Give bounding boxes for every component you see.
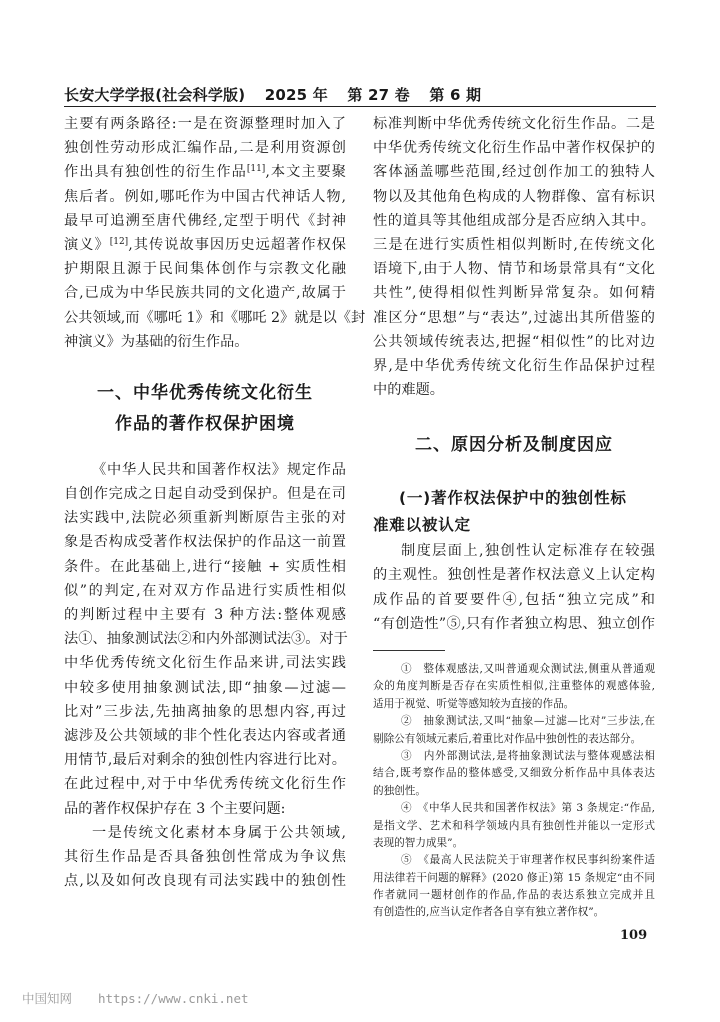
- journal-year: 2025 年: [264, 86, 328, 104]
- watermark-footer: [22, 989, 249, 1007]
- text-line: “有创造性”⑤,只有作者独立构思、独立创作: [373, 615, 655, 632]
- text-line: 界,是中华优秀传统文化衍生作品保护过程: [373, 357, 655, 374]
- text-line: 条件。在此基础上,进行“接触 + 实质性相: [64, 558, 346, 575]
- text-line: 中华优秀传统文化衍生作品来讲,司法实践: [64, 655, 346, 672]
- footnote-4: ④ 《中华人民共和国著作权法》第 3 条规定:“作品, 是指文学、艺术和科学领域内具有独创性并能以一定形式 表现的智力成果”。: [373, 802, 655, 849]
- text-line: 品的著作权保护存在 3 个主要问题:: [64, 800, 286, 817]
- text-line: 中的难题。: [373, 382, 444, 399]
- text-line: 护期限且源于民间集体创作与宗教文化融: [64, 261, 346, 278]
- page-number: 109: [620, 928, 648, 943]
- text-line: 标准判断中华优秀传统文化衍生作品。二是: [373, 116, 655, 132]
- text-line: 中华优秀传统文化衍生作品中著作权保护的: [373, 140, 655, 157]
- site-url[interactable]: https://www.cnki.net: [98, 991, 249, 1006]
- text-line: 准区分“思想”与“表达”,过滤出其所借鉴的: [373, 309, 655, 326]
- text-line: 法实践中,法院必须重新判断原告主张的对: [64, 510, 346, 527]
- paragraph-problems-continued: [373, 112, 655, 402]
- text-line: 的判断过程中主要有 3 种方法:整体观感: [64, 607, 346, 623]
- text-line: 制度层面上,独创性认定标准存在较强: [401, 543, 655, 560]
- footnote-5: ⑤ 《最高人民法院关于审理著作权民事纠纷案件适 用法律若干问题的解释》(2020 修正)第 15 条规定“由不同 作者就同一题材创作的作品,作品的表达系独立完成并且 有创造性的,应当认定作者各自享有独立著作权”。: [373, 854, 655, 919]
- text-line: 在此过程中,对于中华优秀传统文化衍生作: [64, 776, 346, 793]
- footnote-3: ③ 内外部测试法,是将抽象测试法与整体观感法相 结合,既考察作品的整体感受,又细致分析作品中具体表达 的独创性。: [373, 749, 655, 797]
- subsection-heading-1: (一)著作权法保护中的独创性标 准难以被认定: [373, 489, 627, 535]
- text-line: 演义》[12],其传说故事因历史远超著作权保: [64, 236, 346, 253]
- text-line: 比对”三步法,先抽离抽象的思想内容,再过: [64, 703, 346, 720]
- text-line: 公共领域传统表达,把握“相似性”的比对边: [373, 333, 655, 350]
- text-line: 点,以及如何改良现有司法实践中的独创性: [64, 873, 346, 890]
- paragraph-intro: [64, 112, 366, 354]
- citation-ref[interactable]: [11]: [246, 164, 266, 175]
- text-line: 一是传统文化素材本身属于公共领域,: [92, 824, 346, 841]
- text-line: 自创作完成之日起自动受到保护。但是在司: [64, 486, 346, 503]
- paragraph-problem-one: [64, 821, 346, 894]
- section-heading-1: 一、中华优秀传统文化衍生 作品的著作权保护困境: [97, 382, 313, 434]
- text-line: 用情节,最后对剩余的独创性内容进行比对。: [64, 752, 346, 769]
- text-line: 独创性劳动形成汇编作品,二是利用资源创: [64, 140, 346, 157]
- text-line: 似”的判定,在对双方作品进行实质性相似: [64, 582, 346, 599]
- site-name: 中国知网: [22, 991, 73, 1006]
- paragraph-originality: [373, 539, 655, 636]
- section-heading-2: 二、原因分析及制度因应: [415, 435, 613, 456]
- text-line: 共性”,使得相似性判断异常复杂。如何精: [373, 285, 655, 302]
- text-line: 物以及其他角色构成的人物群像、富有标识: [373, 188, 655, 205]
- text-line: 成作品的首要要件④,包括“独立完成”和: [373, 591, 655, 608]
- text-line: 神演义》为基础的衍生作品。: [64, 333, 249, 350]
- text-line: 语境下,由于人物、情节和场景常具有“文化: [373, 261, 655, 278]
- text-line: 作出具有独创性的衍生作品[11],本文主要聚: [64, 164, 346, 181]
- text-line: 《中华人民共和国著作权法》规定作品: [92, 461, 346, 478]
- text-line: 中较多使用抽象测试法,即“抽象—过滤—: [64, 679, 346, 696]
- text-line: 合,已成为中华民族共同的文化遗产,故属于: [64, 285, 346, 302]
- text-line: 其衍生作品是否具备独创性常成为争议焦: [64, 848, 346, 865]
- citation-ref[interactable]: [12]: [109, 236, 129, 247]
- footnote-1: ① 整体观感法,又叫普通观众测试法,侧重从普通观 众的角度判断是否存在实质性相似,注重整体的观感体验, 适用于视觉、听觉等感知较为直接的作品。: [373, 663, 655, 710]
- footnote-divider: [373, 650, 445, 651]
- text-line: 主要有两条路径:一是在资源整理时加入了: [64, 116, 346, 132]
- running-header: [64, 84, 656, 107]
- journal-volume: 第 27 卷: [347, 86, 410, 104]
- left-column: [64, 112, 366, 893]
- text-line: 客体涵盖哪些范围,经过创作加工的独特人: [373, 164, 655, 181]
- text-line: 焦后者。例如,哪吒作为中国古代神话人物,: [64, 188, 346, 205]
- text-line: 滤涉及公共领域的非个性化表达内容或者通: [64, 727, 346, 744]
- text-line: 性的道具等其他组成部分是否应纳入其中。: [373, 212, 655, 229]
- right-column: [373, 112, 655, 922]
- text-line: 公共领域,而《哪吒 1》和《哪吒 2》就是以《封: [64, 309, 366, 326]
- text-line: 法①、抽象测试法②和内外部测试法③。对于: [64, 631, 348, 648]
- footnotes: [373, 661, 655, 922]
- text-line: 象是否构成受著作权法保护的作品这一前置: [64, 534, 346, 551]
- journal-issue: 第 6 期: [429, 86, 482, 104]
- text-line: 的主观性。独创性是著作权法意义上认定构: [373, 567, 655, 584]
- paragraph-copyright-law: [64, 458, 346, 821]
- journal-name: 长安大学学报(社会科学版): [64, 86, 246, 104]
- text-line: 三是在进行实质性相似判断时,在传统文化: [373, 236, 655, 253]
- footnote-2: ② 抽象测试法,又叫“抽象—过滤—比对”三步法,在 剔除公有领域元素后,着重比对作品中独创性的表达部分。: [373, 715, 655, 745]
- text-line: 最早可追溯至唐代佛经,定型于明代《封神: [64, 212, 346, 229]
